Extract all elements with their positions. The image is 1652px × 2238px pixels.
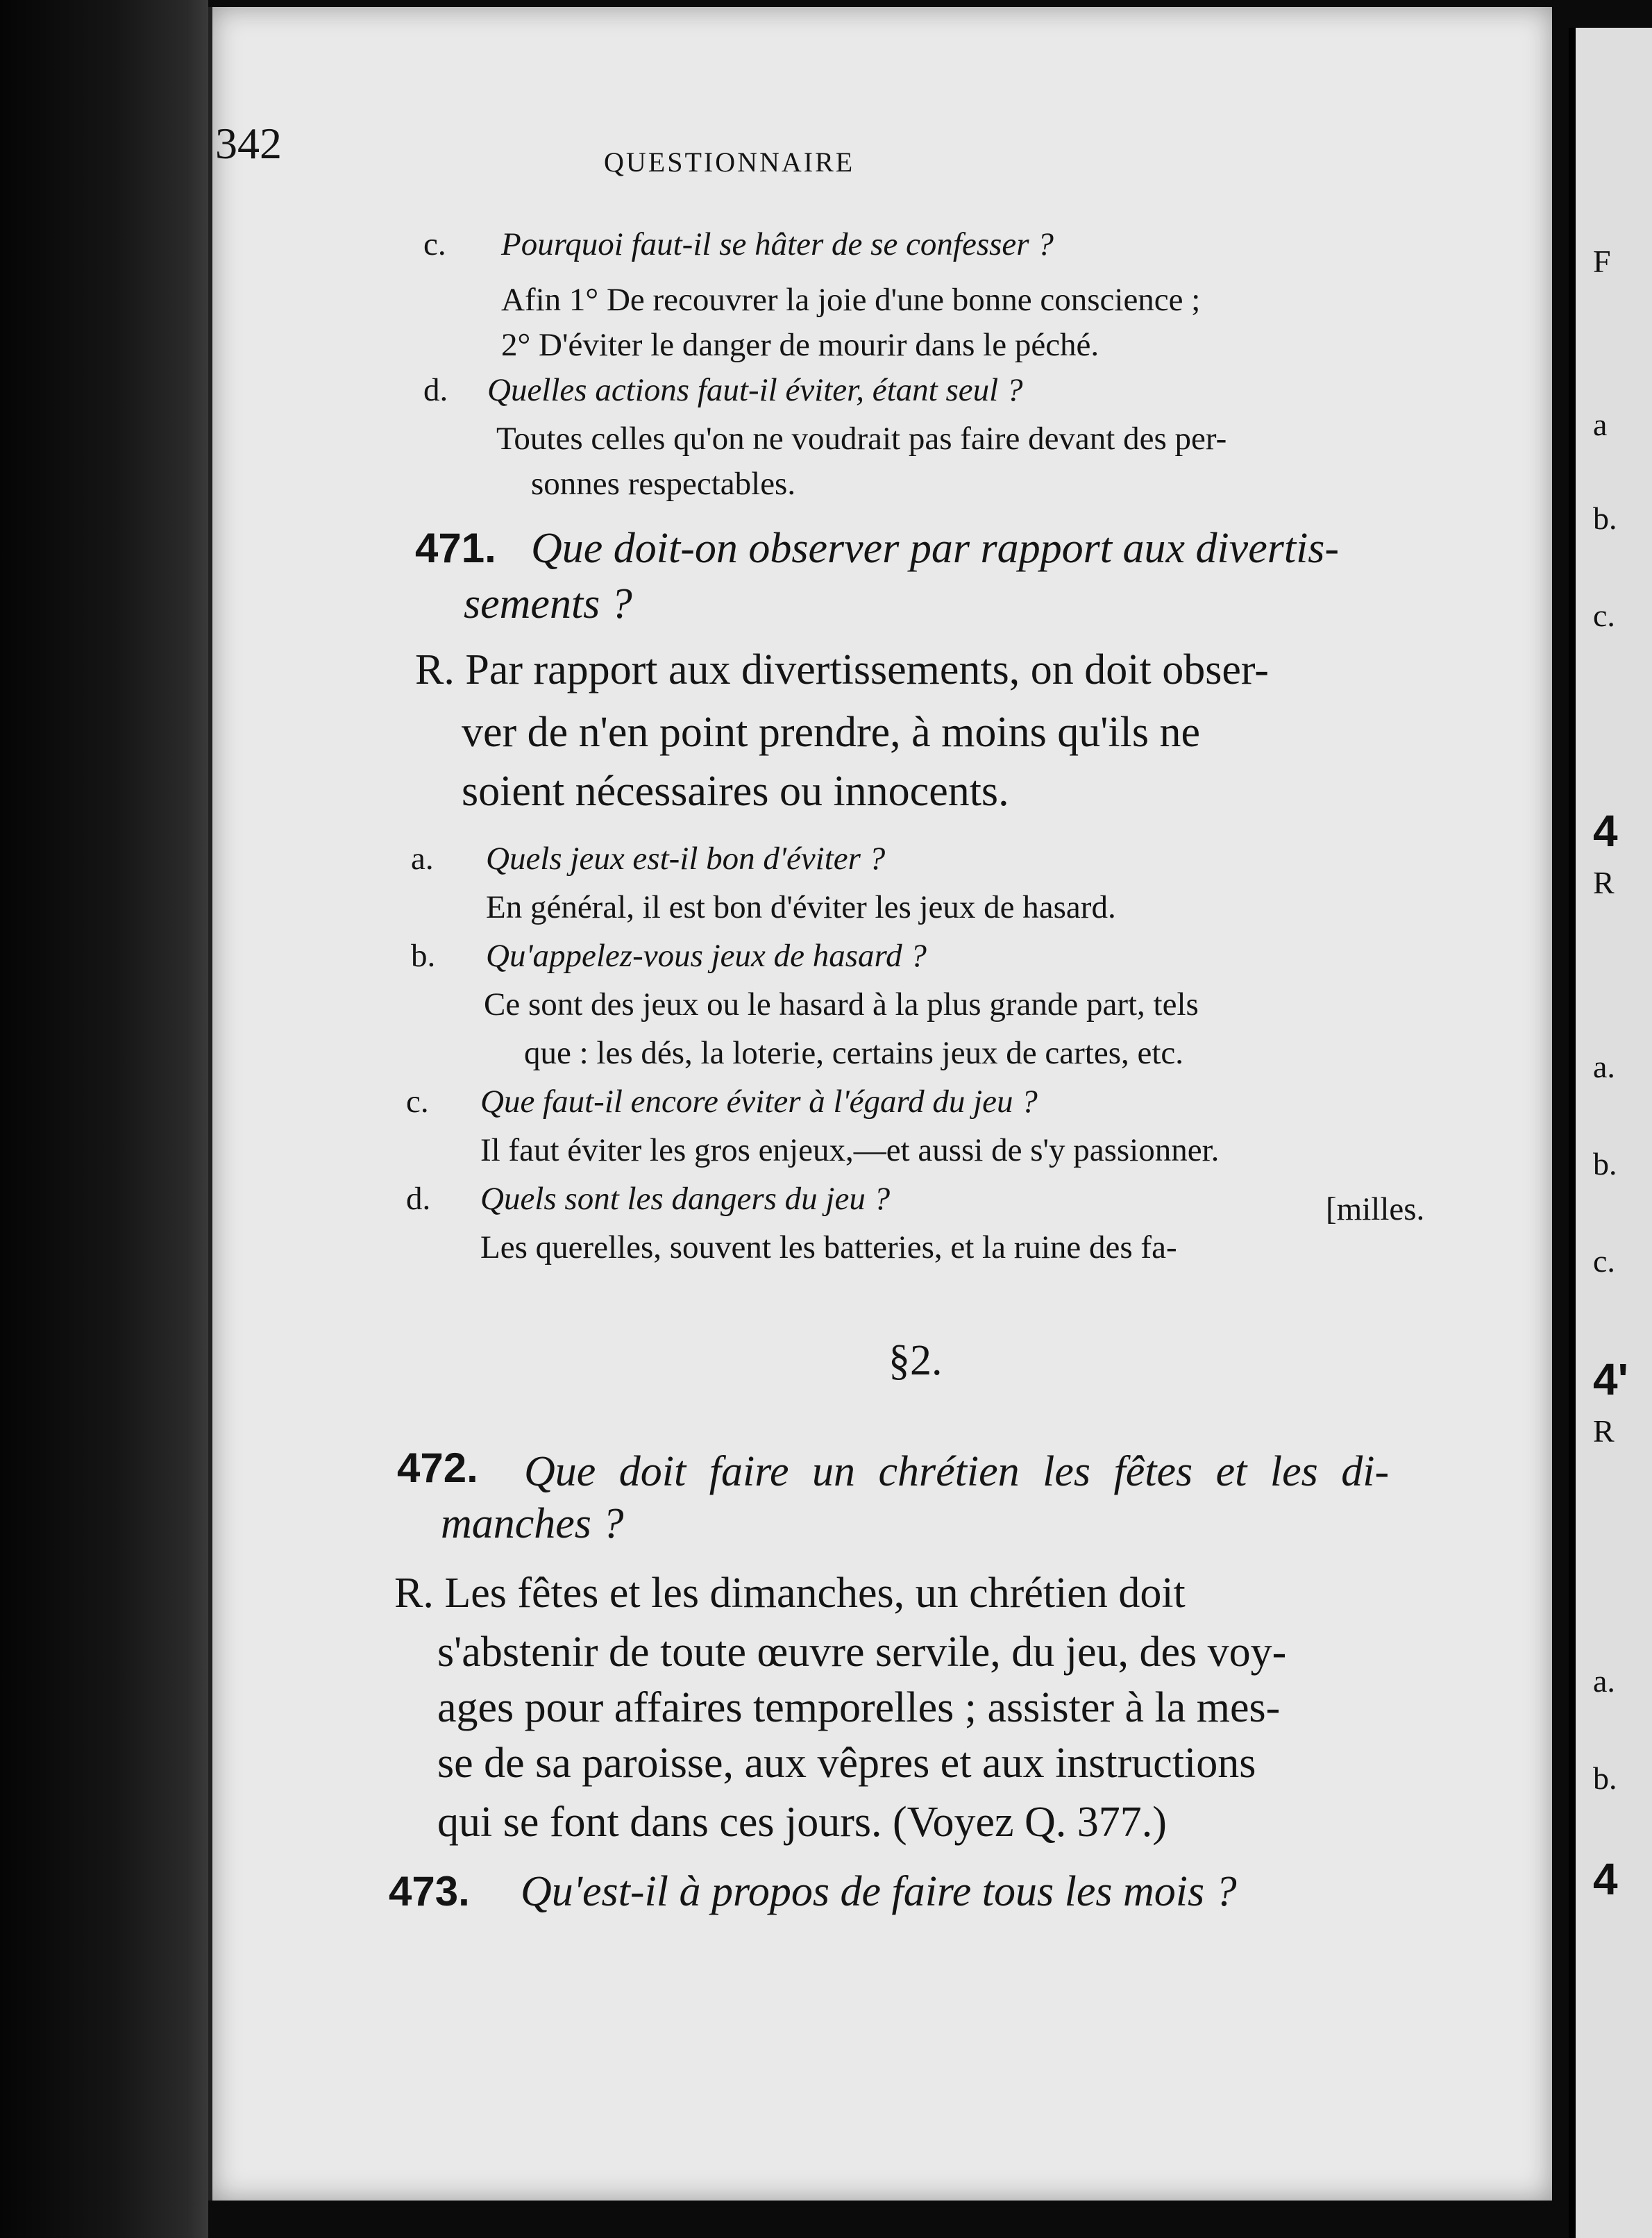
- sub-answer: sonnes respectables.: [531, 466, 796, 502]
- adjacent-page-fragment: R: [1593, 1413, 1615, 1449]
- main-question: Que doit faire un chrétien les fêtes et les di-: [524, 1448, 1390, 1495]
- sub-answer: En général, il est bon d'éviter les jeux de hasard.: [486, 889, 1116, 925]
- main-question: Que doit-on observer par rapport aux divertis-: [531, 525, 1340, 572]
- item-marker: d.: [423, 372, 448, 408]
- sub-question: Que faut-il encore éviter à l'égard du jeu ?: [480, 1084, 1038, 1120]
- main-answer: se de sa paroisse, aux vêpres et aux instructions: [437, 1740, 1256, 1787]
- sub-answer: Les querelles, souvent les batteries, et la ruine des fa-: [480, 1229, 1177, 1265]
- main-answer: ages pour affaires temporelles ; assister à la mes-: [437, 1684, 1281, 1731]
- sub-answer: Toutes celles qu'on ne voudrait pas faire devant des per-: [496, 421, 1227, 457]
- sub-question: Quels jeux est-il bon d'éviter ?: [486, 841, 886, 877]
- adjacent-page-fragment: c.: [1593, 598, 1615, 633]
- main-answer: s'abstenir de toute œuvre servile, du jeu, des voy-: [437, 1629, 1287, 1676]
- item-marker: c.: [423, 226, 446, 262]
- main-answer: R. Les fêtes et les dimanches, un chrétien doit: [394, 1570, 1186, 1617]
- main-question: Qu'est-il à propos de faire tous les mois ?: [521, 1868, 1237, 1915]
- adjacent-page-fragment: b.: [1593, 1146, 1617, 1181]
- adjacent-page-fragment: 4: [1593, 1854, 1618, 1904]
- question-number: 473.: [389, 1868, 470, 1915]
- sub-answer: 2° D'éviter le danger de mourir dans le péché.: [501, 327, 1099, 363]
- sub-answer-continuation: [milles.: [1326, 1191, 1425, 1227]
- sub-answer: Afin 1° De recouvrer la joie d'une bonne conscience ;: [501, 282, 1201, 318]
- adjacent-page-fragment: b.: [1593, 1760, 1617, 1796]
- main-answer: soient nécessaires ou innocents.: [462, 768, 1009, 815]
- page-number: 342: [215, 119, 282, 168]
- item-marker: b.: [411, 938, 436, 974]
- adjacent-page-fragment: a.: [1593, 1049, 1615, 1084]
- item-marker: d.: [406, 1181, 431, 1217]
- sub-answer: que : les dés, la loterie, certains jeux de cartes, etc.: [524, 1035, 1184, 1071]
- page-header: [0, 118, 1652, 178]
- main-answer: ver de n'en point prendre, à moins qu'ils ne: [462, 709, 1201, 756]
- adjacent-page-fragment: R: [1593, 865, 1615, 900]
- sub-question: Quels sont les dangers du jeu ?: [480, 1181, 891, 1217]
- sub-question: Qu'appelez-vous jeux de hasard ?: [486, 938, 927, 974]
- question-number: 471.: [415, 525, 496, 571]
- adjacent-page-fragment: F: [1593, 244, 1611, 279]
- running-title: QUESTIONNAIRE: [604, 146, 855, 178]
- sub-question: Pourquoi faut-il se hâter de se confesser ?: [501, 226, 1054, 262]
- item-marker: c.: [406, 1084, 429, 1120]
- main-answer: qui se font dans ces jours. (Voyez Q. 377.): [437, 1799, 1167, 1846]
- adjacent-page-fragment: a: [1593, 407, 1608, 442]
- main-question: sements ?: [464, 580, 632, 628]
- adjacent-page-fragment: b.: [1593, 500, 1617, 536]
- sub-answer: Il faut éviter les gros enjeux,—et aussi de s'y passionner.: [480, 1132, 1220, 1168]
- main-question: manches ?: [441, 1500, 624, 1547]
- adjacent-page-fragment: c.: [1593, 1243, 1615, 1279]
- question-number: 472.: [397, 1445, 478, 1491]
- item-marker: a.: [411, 841, 434, 877]
- adjacent-page-fragment: 4': [1593, 1354, 1628, 1404]
- main-answer: R. Par rapport aux divertissements, on doit obser-: [415, 646, 1269, 693]
- section-heading: §2.: [888, 1337, 943, 1384]
- adjacent-page-fragment: a.: [1593, 1663, 1615, 1699]
- book-gutter-left: [0, 0, 208, 2238]
- sub-question: Quelles actions faut-il éviter, étant seul ?: [487, 372, 1023, 408]
- adjacent-page-fragment: 4: [1593, 806, 1618, 856]
- adjacent-page-edge: [1569, 28, 1652, 2238]
- sub-answer: Ce sont des jeux ou le hasard à la plus grande part, tels: [484, 986, 1199, 1023]
